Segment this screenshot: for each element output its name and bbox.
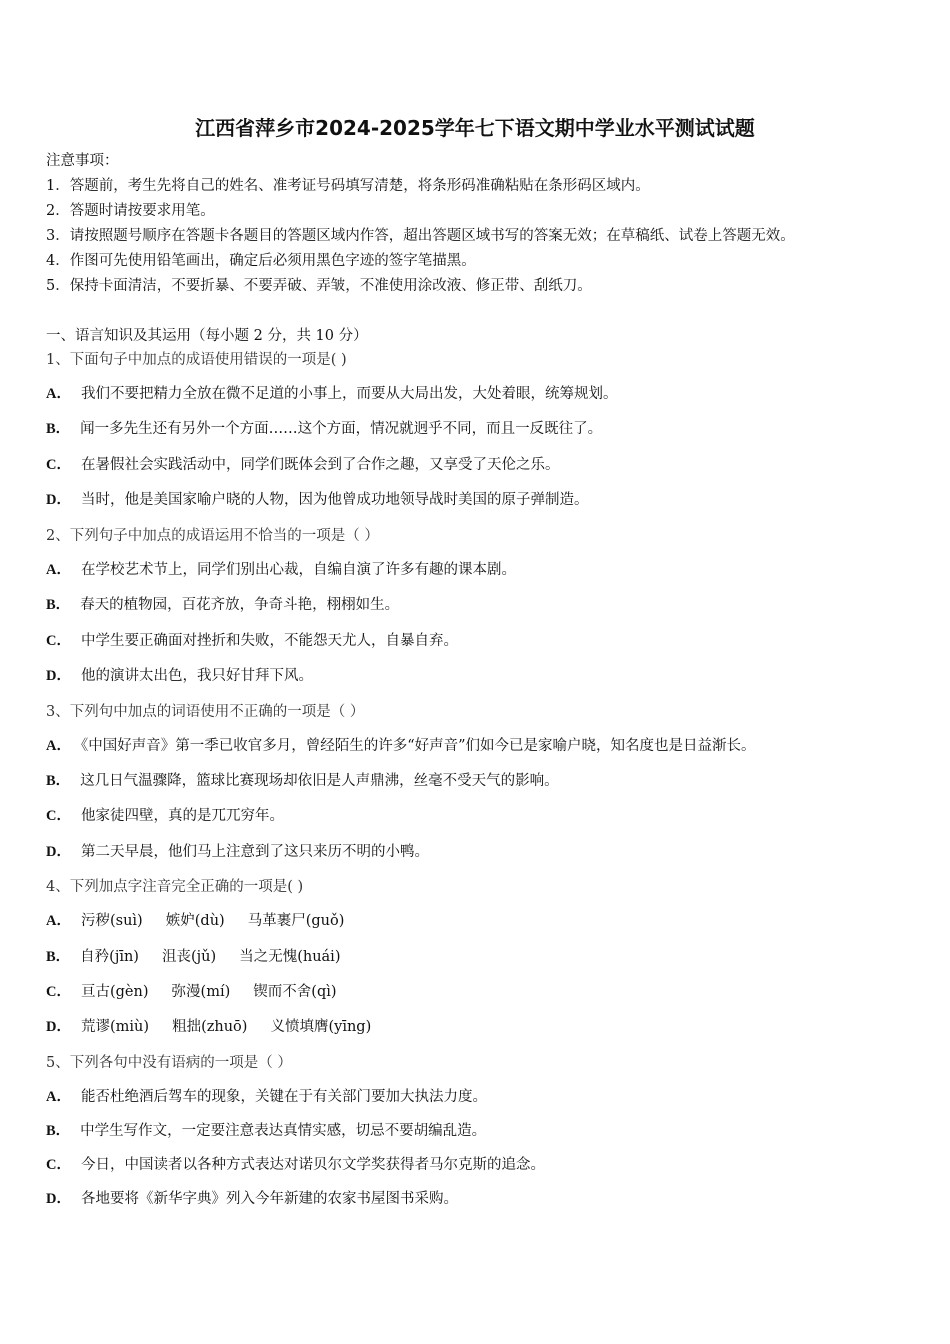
option-text: 当时，他是美国家喻户晓的人物，因为他曾成功地领导战时美国的原子弹制造。	[80, 492, 589, 508]
option-text: 亘古(gèn) 弥漫(mí) 锲而不舍(qì)	[80, 984, 337, 1000]
answer-option	[46, 1121, 486, 1141]
option-letter: A．	[46, 913, 71, 929]
notice-item: 1．答题前，考生先将自己的姓名、准考证号码填写清楚，将条形码准确粘贴在条形码区域内。	[46, 178, 650, 194]
notice-item: 2．答题时请按要求用笔。	[46, 203, 215, 219]
option-letter: A．	[46, 562, 71, 578]
option-letter: C．	[46, 984, 71, 1000]
answer-option	[46, 806, 284, 826]
notice-item: 3．请按照题号顺序在答题卡各题目的答题区域内作答，超出答题区域书写的答案无效；在草稿纸、试卷上答题无效。	[46, 228, 795, 244]
option-text: 荒谬(miù) 粗拙(zhuō) 义愤填膺(yīng)	[80, 1019, 372, 1035]
answer-option	[46, 982, 337, 1002]
answer-option	[46, 1155, 545, 1175]
option-letter: A．	[46, 738, 71, 754]
answer-option	[46, 842, 429, 862]
option-letter: C．	[46, 633, 71, 649]
option-letter: A．	[46, 386, 71, 402]
option-text: 我们不要把精力全放在微不足道的小事上，而要从大局出发，大处着眼，统筹规划。	[80, 386, 618, 402]
option-text: 自矜(jīn) 沮丧(jǔ) 当之无愧(huái)	[80, 949, 341, 965]
option-text: 污秽(suì) 嫉妒(dù) 马革裹尸(guǒ)	[80, 913, 345, 929]
answer-option	[46, 560, 516, 580]
option-letter: C．	[46, 808, 71, 824]
notice-item: 5．保持卡面清洁，不要折暴、不要弄破、弄皱，不准使用涂改液、修正带、刮纸刀。	[46, 278, 592, 294]
option-text: 《中国好声音》第一季已收官多月，曾经陌生的许多“好声音”们如今已是家喻户晓，知名度也是日益渐长。	[80, 738, 756, 754]
option-letter: B．	[46, 773, 71, 789]
answer-option	[46, 666, 313, 686]
answer-option	[46, 595, 399, 615]
option-text: 他家徒四壁，真的是兀兀穷年。	[80, 808, 284, 824]
option-letter: D．	[46, 492, 71, 508]
option-letter: D．	[46, 668, 71, 684]
question-stem: 5、下列各句中没有语病的一项是（ ）	[46, 1055, 292, 1071]
page-title: 江西省萍乡市2024-2025学年七下语文期中学业水平测试试题	[195, 116, 755, 140]
option-letter: C．	[46, 457, 71, 473]
notice-heading: 注意事项：	[46, 153, 119, 169]
answer-option	[46, 771, 559, 791]
option-letter: D．	[46, 1191, 71, 1207]
option-text: 第二天早晨，他们马上注意到了这只来历不明的小鸭。	[80, 844, 429, 860]
answer-option	[46, 947, 340, 967]
option-letter: B．	[46, 597, 71, 613]
option-letter: C．	[46, 1157, 71, 1173]
answer-option	[46, 911, 344, 931]
option-text: 春天的植物园，百花齐放，争奇斗艳，栩栩如生。	[80, 597, 400, 613]
section-heading: 一、语言知识及其运用（每小题 2 分，共 10 分）	[46, 328, 368, 344]
question-stem: 3、下列句中加点的词语使用不正确的一项是（ ）	[46, 704, 365, 720]
option-text: 闻一多先生还有另外一个方面……这个方面，情况就迥乎不同，而且一反既往了。	[80, 421, 603, 437]
option-text: 中学生要正确面对挫折和失败，不能怨天尤人，自暴自弃。	[80, 633, 458, 649]
question-stem: 1、下面句子中加点的成语使用错误的一项是( )	[46, 352, 347, 368]
option-text: 在学校艺术节上，同学们别出心裁，自编自演了许多有趣的课本剧。	[80, 562, 516, 578]
option-letter: B．	[46, 421, 71, 437]
option-text: 在暑假社会实践活动中，同学们既体会到了合作之趣，又享受了天伦之乐。	[80, 457, 560, 473]
option-letter: D．	[46, 844, 71, 860]
option-text: 这几日气温骤降，篮球比赛现场却依旧是人声鼎沸，丝毫不受天气的影响。	[80, 773, 559, 789]
option-text: 他的演讲太出色，我只好甘拜下风。	[80, 668, 313, 684]
option-letter: B．	[46, 1123, 71, 1139]
answer-option	[46, 490, 588, 510]
answer-option	[46, 1017, 371, 1037]
answer-option	[46, 1189, 458, 1209]
option-letter: A．	[46, 1089, 71, 1105]
option-text: 能否杜绝酒后驾车的现象，关键在于有关部门要加大执法力度。	[80, 1089, 487, 1105]
answer-option	[46, 736, 756, 756]
notice-item: 4．作图可先使用铅笔画出，确定后必须用黑色字迹的签字笔描黑。	[46, 253, 476, 269]
answer-option	[46, 419, 602, 439]
option-letter: B．	[46, 949, 71, 965]
answer-option	[46, 455, 559, 475]
option-text: 今日，中国读者以各种方式表达对诺贝尔文学奖获得者马尔克斯的追念。	[80, 1157, 545, 1173]
question-stem: 2、下列句子中加点的成语运用不恰当的一项是（ ）	[46, 528, 379, 544]
answer-option	[46, 631, 458, 651]
option-text: 中学生写作文，一定要注意表达真情实感，切忌不要胡编乱造。	[80, 1123, 487, 1139]
question-stem: 4、下列加点字注音完全正确的一项是( )	[46, 879, 304, 895]
option-text: 各地要将《新华字典》列入今年新建的农家书屋图书采购。	[80, 1191, 458, 1207]
answer-option	[46, 384, 617, 404]
answer-option	[46, 1087, 487, 1107]
option-letter: D．	[46, 1019, 71, 1035]
